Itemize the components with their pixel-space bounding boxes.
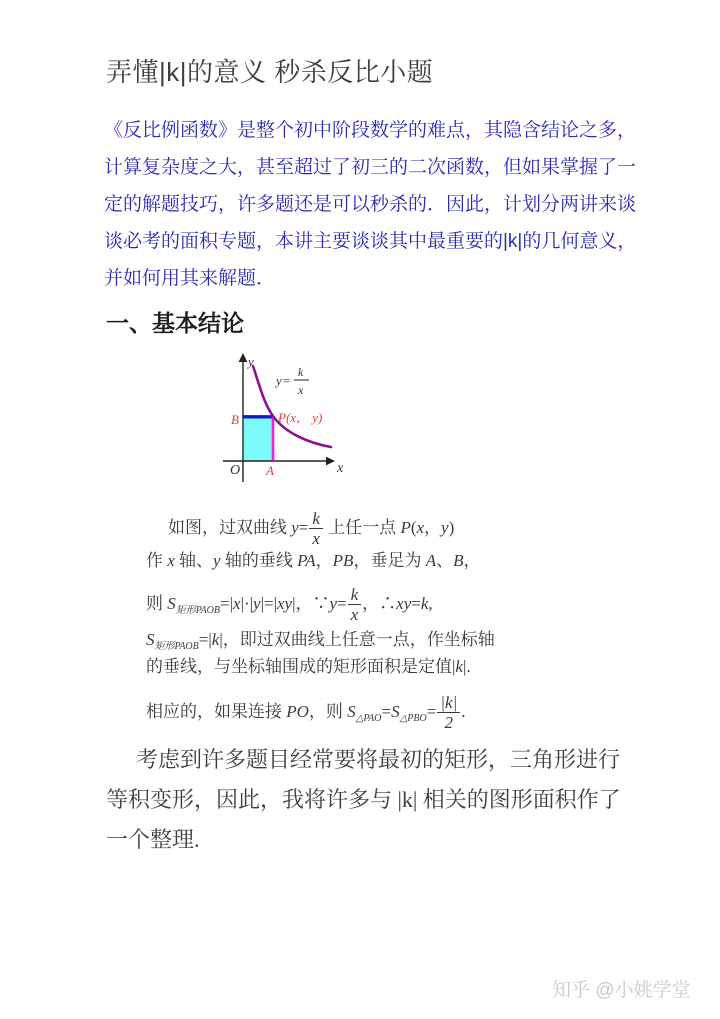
hyperbola-figure-svg [220,352,360,490]
formula-numerator: k [298,365,304,379]
point-p-label: P(x， y) [278,410,323,425]
point-b-label: B [231,412,239,427]
point-a-label: A [266,463,274,478]
intro-line: 计算复杂度之大，甚至超过了初三的二次函数，但如果掌握了一 [104,157,637,178]
x-axis-arrow-icon [326,457,335,466]
intro-line: 《反比例函数》是整个初中阶段数学的难点，其隐含结论之多， [104,120,637,141]
math-line-3: 则 $S_{矩形PAOB}=|x|\cdot|y|=|xy|$，∵y= $\frac{k}{x}$ ，∴xy=k, [146,585,433,624]
intro-line: 并如何用其来解题． [104,268,276,289]
y-axis-arrow-icon [239,353,248,362]
intro-line: 谈必考的面积专题，本讲主要谈谈其中最重要的|k|的几何意义， [104,231,637,252]
hyperbola-figure [220,352,360,490]
math-line-6: 相应的，如果连接 PO，则 $S_{\triangle PAO}=S_{\triangle PBO}=$ $\frac{|k|}{2}$ . [146,693,466,732]
math-line-4: $S_{矩形PAOB}=|k|$，即过双曲线上任意一点，作坐标轴 [146,630,495,652]
rectangle-oapb [244,417,273,461]
math-line-2: 作 x 轴、y 轴的垂线 PA，PB，垂足为 A、B， [146,551,481,570]
origin-label: O [230,463,241,478]
page-title: 弄懂|k|的意义 秒杀反比小题 [106,57,434,87]
closing-paragraph [106,740,621,860]
math-line-5: 的垂线，与坐标轴围成的矩形面积是定值|k|. [146,657,471,676]
watermark: 知乎 @小姚学堂 [552,980,691,1001]
formula-denominator: x [298,383,304,397]
closing-line: 考虑到许多题目经常要将最初的矩形，三角形进行 [136,747,621,772]
closing-line: 一个整理. [106,827,200,852]
y-axis-label: y [248,354,254,369]
math-line-1: 如图，过双曲线 y= $\frac{k}{x}$ 上任一点 P(x，y) [168,509,455,548]
intro-paragraph [104,112,636,297]
section-heading: 一、基本结论 [106,311,244,336]
x-axis-label: x [337,461,344,476]
formula-lhs: y= [276,373,291,388]
intro-line: 定的解题技巧，许多题还是可以秒杀的．因此，计划分两讲来谈 [104,194,637,215]
closing-line: 等积变形，因此，我将许多与 |k| 相关的图形面积作了 [106,787,621,812]
